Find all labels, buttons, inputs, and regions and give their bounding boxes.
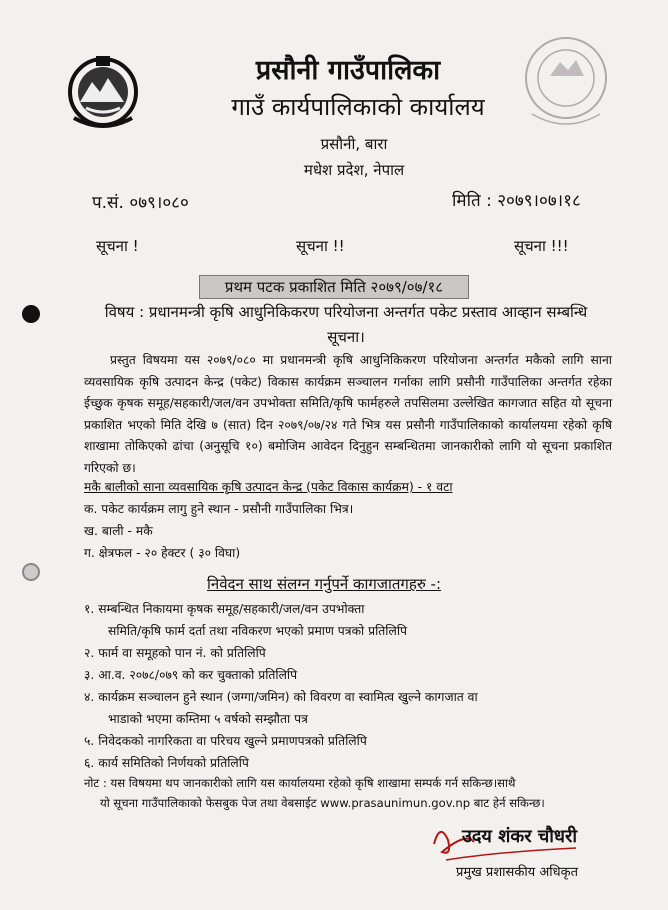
signature-designation: प्रमुख प्रशासकीय अधिकृत [456, 865, 579, 880]
documents-heading: निवेदन साथ संलग्न गर्नुपर्ने कागजातगहरु -: [207, 575, 442, 593]
signature-name: उदय शंकर चौधरी [462, 826, 578, 847]
municipality-name: प्रसौनी गाउँपालिका [255, 55, 441, 86]
note-line-1: नोट : यस विषयमा थप जानकारीको लागि यस कार्यालयमा रहेको कृषि शाखामा सम्पर्क गर्न सकिन्छ।साथै [84, 776, 516, 790]
pocket-heading: मकै बालीको साना व्यवसायिक कृषि उत्पादन केन्द्र (पकेट विकास कार्यक्रम) - १ वटा [84, 480, 453, 494]
officer-signature [426, 812, 596, 892]
punch-hole-top [22, 305, 40, 323]
body-paragraph: प्रस्तुत विषयमा यस २०७९/०८० मा प्रधानमन्त्री कृषि आधुनिकिकरण परियोजना अन्तर्गत मकैको लागि साना व्यवसायिक कृषि उत्पादन केन्द्र (पकेट) विकास कार्यक्रम सञ्चालन गर्नाका लागि प्रसौनी गाउँपालिका अन्तर्गत रहेका ईच्छुक कृषक समूह/सहकारी/जल/वन उपभोक्ता समिति/कृषि फार्महरुले तपसिलमा उल्लेखित कागजात सहित यो सूचना प्रकाशित भएको मिति देखि ७ (सात) दिन २०७९/०७/२४ गते भित्र यस प्रसौनी गाउँपालिकाको कार्यालयमा रहेको कृषि शाखामा तोकिएको ढांचा (अनुसूचि १०) बमोजिम आवेदन दिनुहुन सम्बन्धितमा जानकारीको लागि यो सूचना प्रकाशित गरिएको छ। [84, 353, 612, 475]
punch-hole-bottom [22, 563, 40, 581]
document-item: २. फार्म वा समूहको पान नं. को प्रतिलिपि [84, 646, 266, 660]
notice-label-3: सूचना !!! [514, 237, 569, 255]
document-item: भाडाको भएमा कम्तिमा ५ वर्षको सम्झौता पत्र [108, 712, 308, 726]
address-line-2: मधेश प्रदेश, नेपाल [303, 161, 405, 179]
pocket-item-area: ग. क्षेत्रफल - २० हेक्टर ( ३० विघा) [84, 546, 241, 560]
note-line-2: यो सूचना गाउँपालिकाको फेसबुक पेज तथा वेबसाईट www.prasaunimun.gov.np बाट हेर्न सकिन्छ। [100, 796, 545, 810]
document-item: ३. आ.व. २०७८/०७९ को कर चुक्ताको प्रतिलिपि [84, 668, 298, 682]
office-name: गाउँ कार्यपालिकाको कार्यालय [231, 93, 485, 121]
pocket-item-crop: ख. बाली - मकै [84, 524, 153, 538]
pocket-item-location: क. पकेट कार्यक्रम लागु हुने स्थान - प्रसौनी गाउँपालिका भित्र। [84, 502, 354, 516]
notice-label-1: सूचना ! [96, 237, 139, 255]
document-item: ५. निवेदकको नागरिकता वा परिचय खुल्ने प्रमाणपत्रको प्रतिलिपि [84, 734, 367, 748]
document-item: समिति/कृषि फार्म दर्ता तथा नविकरण भएको प्रमाण पत्रको प्रतिलिपि [108, 624, 407, 638]
document-item: १. सम्बन्धित निकायमा कृषक समूह/सहकारी/जल/वन उपभोक्ता [84, 602, 365, 616]
subject-line: विषय : प्रधानमन्त्री कृषि आधुनिकिकरण परियोजना अन्तर्गत पकेट प्रस्ताव आव्हान सम्बन्धि सूचना। [104, 303, 588, 346]
document-item: ४. कार्यक्रम सञ्चालन हुने स्थान (जग्गा/जमिन) को विवरण वा स्वामित्व खुल्ने कागजात वा [84, 690, 478, 704]
issue-date: मिति : २०७९।०७।१८ [452, 191, 581, 211]
reference-number: प.सं. ०७९।०८० [92, 193, 189, 213]
notice-label-2: सूचना !! [296, 237, 345, 255]
document-item: ६. कार्य समितिको निर्णयको प्रतिलिपि [84, 756, 249, 770]
first-published-banner: प्रथम पटक प्रकाशित मिति २०७९/०७/१८ [199, 275, 469, 299]
address-line-1: प्रसौनी, बारा [320, 135, 388, 153]
